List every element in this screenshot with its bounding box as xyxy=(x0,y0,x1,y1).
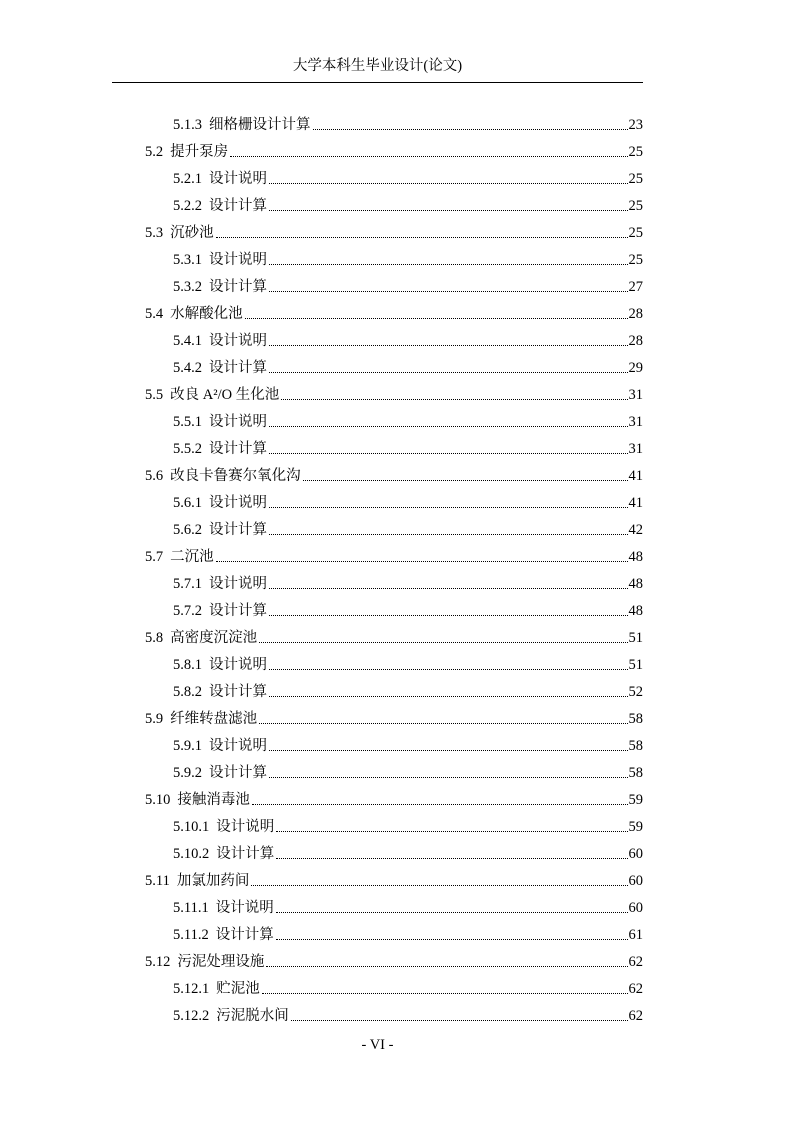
toc-entry[interactable] xyxy=(173,275,643,297)
toc-entry[interactable] xyxy=(173,599,643,621)
toc-entry-title: 设计计算 xyxy=(215,927,274,943)
toc-dot-leader xyxy=(276,912,628,913)
toc-dot-leader xyxy=(269,426,628,427)
toc-entry[interactable] xyxy=(145,383,643,405)
toc-entry-title: 设计计算 xyxy=(209,603,267,619)
toc-entry-title: 设计计算 xyxy=(209,279,267,295)
toc-entry-number: 5.5.2 xyxy=(173,441,202,457)
toc-entry[interactable] xyxy=(145,626,643,648)
toc-entry-page: 25 xyxy=(628,171,643,187)
toc-entry[interactable] xyxy=(173,680,643,702)
toc-dot-leader xyxy=(269,534,628,535)
toc-dot-leader xyxy=(252,804,628,805)
toc-entry[interactable] xyxy=(145,869,643,891)
toc-entry-page: 31 xyxy=(628,387,643,403)
toc-entry-title: 设计说明 xyxy=(215,900,274,916)
toc-entry[interactable] xyxy=(173,248,643,270)
toc-entry-title: 设计计算 xyxy=(209,684,267,700)
toc-dot-leader xyxy=(291,1020,628,1021)
toc-dot-leader xyxy=(276,831,627,832)
toc-entry[interactable] xyxy=(173,113,643,135)
toc-entry-title: 加氯加药间 xyxy=(176,873,250,889)
toc-entry-number: 5.7.1 xyxy=(173,576,202,592)
toc-entry-page: 62 xyxy=(628,1008,643,1024)
toc-entry-number: 5.4.2 xyxy=(173,360,202,376)
toc-entry-title: 纤维转盘滤池 xyxy=(170,711,258,727)
toc-dot-leader xyxy=(245,318,628,319)
toc-dot-leader xyxy=(269,696,628,697)
toc-entry-number: 5.11.2 xyxy=(173,927,209,943)
toc-entry-page: 48 xyxy=(628,549,643,565)
toc-entry-page: 42 xyxy=(628,522,643,538)
toc-entry-title: 设计说明 xyxy=(209,495,267,511)
toc-entry-page: 58 xyxy=(628,711,643,727)
toc-entry[interactable] xyxy=(173,491,643,513)
toc-entry-title: 提升泵房 xyxy=(170,144,229,160)
toc-entry-page: 48 xyxy=(628,576,643,592)
toc-entry-number: 5.4.1 xyxy=(173,333,202,349)
toc-entry-page: 62 xyxy=(628,954,643,970)
toc-entry[interactable] xyxy=(145,221,643,243)
toc-entry-page: 41 xyxy=(628,468,643,484)
toc-dot-leader xyxy=(269,777,628,778)
toc-entry-page: 25 xyxy=(628,198,643,214)
toc-entry-page: 25 xyxy=(628,252,643,268)
toc-dot-leader xyxy=(269,291,628,292)
toc-entry-page: 41 xyxy=(628,495,643,511)
toc-entry[interactable] xyxy=(145,302,643,324)
toc-entry-number: 5.3.2 xyxy=(173,279,202,295)
toc-entry-title: 高密度沉淀池 xyxy=(170,630,258,646)
toc-entry-page: 61 xyxy=(628,927,643,943)
toc-entry-title: 污泥处理设施 xyxy=(177,954,265,970)
toc-entry-number: 5.7.2 xyxy=(173,603,202,619)
toc-entry-page: 60 xyxy=(628,873,643,889)
toc-entry-page: 60 xyxy=(628,900,643,916)
toc-entry-number: 5.2.1 xyxy=(173,171,202,187)
toc-entry-number: 5.5 xyxy=(145,387,164,403)
toc-entry-title: 设计说明 xyxy=(209,414,267,430)
toc-entry[interactable] xyxy=(173,761,643,783)
header-rule xyxy=(112,82,643,83)
toc-entry[interactable] xyxy=(173,923,643,945)
toc-entry-title: 设计计算 xyxy=(209,765,267,781)
toc-entry-number: 5.8.2 xyxy=(173,684,202,700)
toc-entry-number: 5.5.1 xyxy=(173,414,202,430)
toc-dot-leader xyxy=(216,237,628,238)
toc-entry-page: 25 xyxy=(628,225,643,241)
toc-dot-leader xyxy=(266,966,627,967)
toc-dot-leader xyxy=(269,669,628,670)
toc-entry-title: 改良 A²/O 生化池 xyxy=(170,387,280,403)
toc-dot-leader xyxy=(251,885,627,886)
toc-entry-number: 5.6.1 xyxy=(173,495,202,511)
toc-entry-page: 59 xyxy=(628,792,643,808)
toc-dot-leader xyxy=(269,210,628,211)
toc-entry[interactable] xyxy=(173,896,643,918)
toc-dot-leader xyxy=(269,588,628,589)
toc-entry-number: 5.2 xyxy=(145,144,164,160)
toc-entry[interactable] xyxy=(173,572,643,594)
toc-entry-number: 5.6.2 xyxy=(173,522,202,538)
toc-entry-title: 二沉池 xyxy=(170,549,214,565)
toc-entry[interactable] xyxy=(173,194,643,216)
toc-dot-leader xyxy=(269,507,628,508)
toc-entry-title: 设计说明 xyxy=(209,738,267,754)
toc-entry-page: 58 xyxy=(628,765,643,781)
toc-entry[interactable] xyxy=(145,545,643,567)
toc-dot-leader xyxy=(259,642,627,643)
toc-entry-number: 5.9.2 xyxy=(173,765,202,781)
toc-dot-leader xyxy=(269,264,628,265)
toc-entry-title: 贮泥池 xyxy=(216,981,260,997)
toc-entry-page: 52 xyxy=(628,684,643,700)
toc-entry-title: 设计说明 xyxy=(209,171,267,187)
toc-dot-leader xyxy=(281,399,627,400)
toc-dot-leader xyxy=(269,615,628,616)
page-header: 大学本科生毕业设计(论文) xyxy=(292,58,463,74)
toc-entry[interactable] xyxy=(145,140,643,162)
toc-entry-title: 设计说明 xyxy=(209,252,267,268)
toc-entry-title: 细格栅设计计算 xyxy=(209,117,311,133)
toc-entry-number: 5.11 xyxy=(145,873,170,889)
toc-entry-title: 设计计算 xyxy=(209,522,267,538)
toc-entry-number: 5.12.1 xyxy=(173,981,210,997)
toc-entry-page: 51 xyxy=(628,657,643,673)
toc-entry[interactable] xyxy=(145,788,643,810)
toc-entry-page: 31 xyxy=(628,414,643,430)
toc-entry-number: 5.12 xyxy=(145,954,171,970)
toc-entry-title: 设计说明 xyxy=(209,333,267,349)
toc-entry-page: 59 xyxy=(628,819,643,835)
toc-entry-title: 污泥脱水间 xyxy=(216,1008,289,1024)
toc-entry-page: 28 xyxy=(628,306,643,322)
toc-entry-number: 5.3 xyxy=(145,225,164,241)
toc-entry[interactable] xyxy=(173,815,643,837)
toc-entry-title: 设计计算 xyxy=(209,360,267,376)
toc-entry-page: 62 xyxy=(628,981,643,997)
toc-dot-leader xyxy=(269,453,628,454)
toc-entry-number: 5.9.1 xyxy=(173,738,202,754)
toc-entry[interactable] xyxy=(173,356,643,378)
toc-entry-number: 5.1.3 xyxy=(173,117,202,133)
toc-entry[interactable] xyxy=(173,410,643,432)
toc-entry-number: 5.11.1 xyxy=(173,900,209,916)
toc-entry-page: 58 xyxy=(628,738,643,754)
toc-entry-page: 25 xyxy=(628,144,643,160)
toc-entry-number: 5.6 xyxy=(145,468,164,484)
toc-entry-number: 5.10.1 xyxy=(173,819,210,835)
toc-entry-title: 设计说明 xyxy=(209,576,267,592)
toc-entry-page: 29 xyxy=(628,360,643,376)
toc-entry-title: 改良卡鲁赛尔氧化沟 xyxy=(170,468,301,484)
toc-entry-title: 设计说明 xyxy=(216,819,275,835)
toc-entry-title: 设计计算 xyxy=(209,441,267,457)
toc-entry-number: 5.9 xyxy=(145,711,164,727)
toc-entry-title: 设计说明 xyxy=(209,657,267,673)
toc-entry-title: 设计计算 xyxy=(209,198,267,214)
toc-entry-number: 5.8 xyxy=(145,630,164,646)
toc-dot-leader xyxy=(276,939,628,940)
toc-dot-leader xyxy=(216,561,628,562)
toc-entry-number: 5.7 xyxy=(145,549,164,565)
toc-entry-number: 5.2.2 xyxy=(173,198,202,214)
toc-entry[interactable] xyxy=(173,518,643,540)
toc-entry[interactable] xyxy=(173,167,643,189)
toc-entry[interactable] xyxy=(145,707,643,729)
toc-entry-number: 5.3.1 xyxy=(173,252,202,268)
toc-dot-leader xyxy=(269,750,628,751)
toc-dot-leader xyxy=(269,345,628,346)
toc-entry-number: 5.10.2 xyxy=(173,846,210,862)
toc-entry-title: 接触消毒池 xyxy=(177,792,250,808)
toc-entry-number: 5.8.1 xyxy=(173,657,202,673)
page-number: - VI - xyxy=(361,1037,394,1053)
toc-entry[interactable] xyxy=(173,842,643,864)
toc-entry-page: 60 xyxy=(628,846,643,862)
toc-dot-leader xyxy=(303,480,628,481)
toc-entry[interactable] xyxy=(145,464,643,486)
toc-entry-page: 23 xyxy=(628,117,643,133)
toc-entry-page: 27 xyxy=(628,279,643,295)
toc-entry-number: 5.10 xyxy=(145,792,171,808)
toc-entry[interactable] xyxy=(173,734,643,756)
toc-entry[interactable] xyxy=(173,653,643,675)
toc-entry[interactable] xyxy=(173,329,643,351)
toc-dot-leader xyxy=(259,723,627,724)
toc-entry[interactable] xyxy=(173,437,643,459)
toc-dot-leader xyxy=(313,129,628,130)
toc-entry[interactable] xyxy=(173,977,643,999)
toc-entry[interactable] xyxy=(173,1004,643,1026)
toc-dot-leader xyxy=(230,156,627,157)
toc-dot-leader xyxy=(269,183,628,184)
toc-entry-title: 沉砂池 xyxy=(170,225,214,241)
toc-entry-page: 51 xyxy=(628,630,643,646)
toc-dot-leader xyxy=(262,993,628,994)
toc-entry-number: 5.12.2 xyxy=(173,1008,210,1024)
toc-entry-page: 31 xyxy=(628,441,643,457)
toc-entry-page: 28 xyxy=(628,333,643,349)
toc-dot-leader xyxy=(269,372,628,373)
toc-entry-page: 48 xyxy=(628,603,643,619)
toc-entry-title: 设计计算 xyxy=(216,846,275,862)
toc-entry[interactable] xyxy=(145,950,643,972)
toc-entry-number: 5.4 xyxy=(145,306,164,322)
toc-entry-title: 水解酸化池 xyxy=(170,306,243,322)
toc-dot-leader xyxy=(276,858,627,859)
